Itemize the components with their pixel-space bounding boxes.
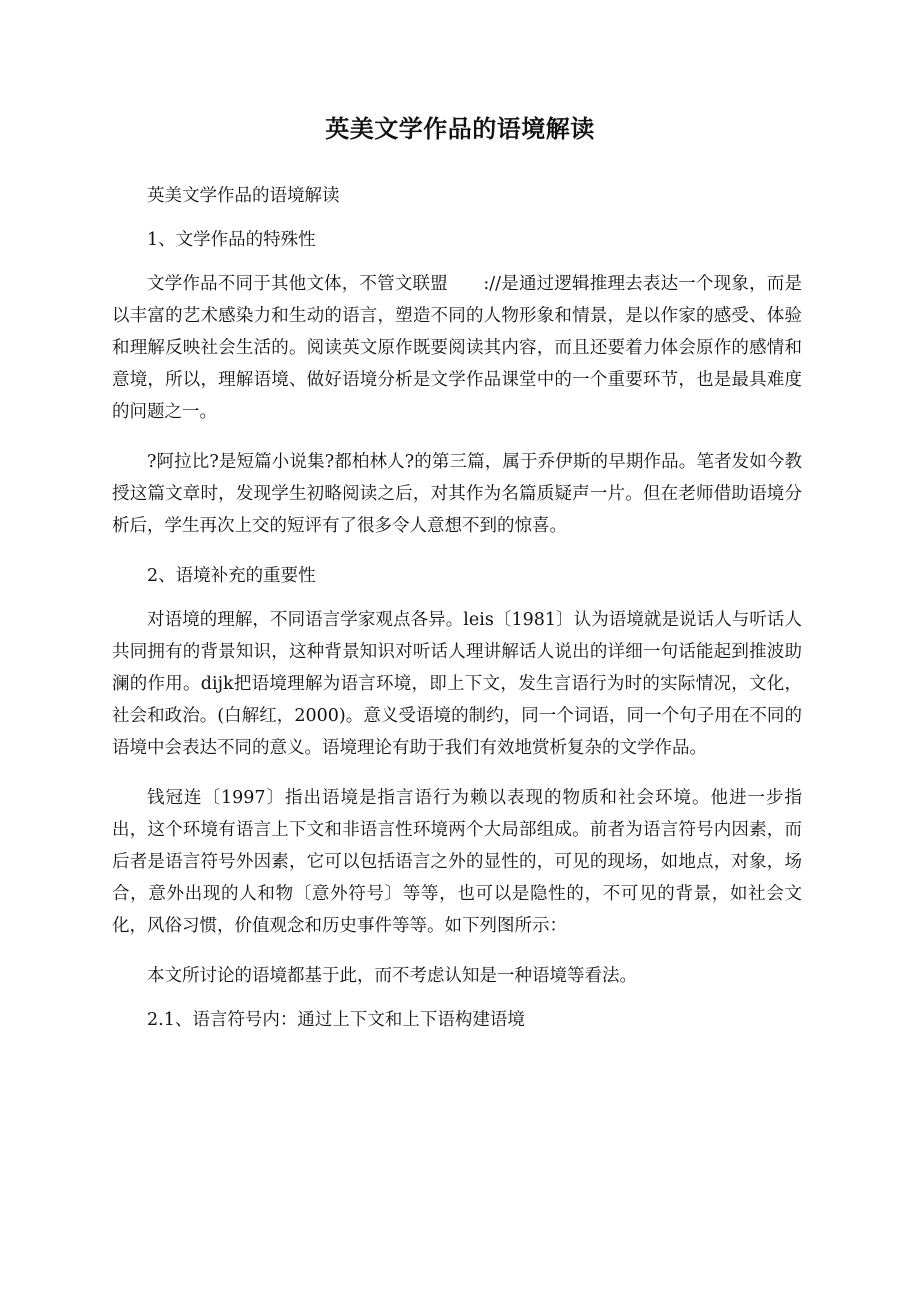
body-paragraph: 对语境的理解，不同语言学家观点各异。leis〔1981〕认为语境就是说话人与听话人共同拥有的背景知识，这种背景知识对听话人理讲解话人说出的详细一句话能起到推波助澜的作用。dijk把语境理解为语言环境，即上下文，发生言语行为时的实际情况，文化，社会和政治。(白解红，2000)。意义受语境的制约，同一个词语，同一个句子用在不同的语境中会表达不同的意义。语境理论有助于我们有效地赏析复杂的文学作品。 [112,610,802,758]
subtitle-paragraph: 英美文学作品的语境解读 [147,186,340,206]
body-paragraph: ?阿拉比?是短篇小说集?都柏林人?的第三篇，属于乔伊斯的早期作品。笔者发如今教授这篇文章时，发现学生初略阅读之后，对其作为名篇质疑声一片。但在老师借助语境分析后，学生再次上交的短评有了很多令人意想不到的惊喜。 [112,452,802,536]
body-paragraph: 文学作品不同于其他文体，不管文联盟 ://是通过逻辑推理去表达一个现象，而是以丰富的艺术感染力和生动的语言，塑造不同的人物形象和情景，是以作家的感受、体验和理解反映社会生活的。阅读英文原作既要阅读其内容，而且还要着力体会原作的感情和意境，所以，理解语境、做好语境分析是文学作品课堂中的一个重要环节，也是最具难度的问题之一。 [112,274,802,422]
section-heading-1: 1、文学作品的特殊性 [147,230,316,250]
section-heading-2-1: 2.1、语言符号内：通过上下文和上下语构建语境 [147,1010,525,1030]
body-paragraph: 钱冠连〔1997〕指出语境是指言语行为赖以表现的物质和社会环境。他进一步指出，这个环境有语言上下文和非语言性环境两个大局部组成。前者为语言符号内因素，而后者是语言符号外因素，它可以包括语言之外的显性的，可见的现场，如地点，对象，场合，意外出现的人和物〔意外符号〕等等，也可以是隐性的，不可见的背景，如社会文化，风俗习惯，价值观念和历史事件等等。如下列图所示： [112,788,802,936]
section-heading-2: 2、语境补充的重要性 [147,566,316,586]
document-body [112,180,802,1054]
document-title: 英美文学作品的语境解读 [325,114,595,143]
body-paragraph: 本文所讨论的语境都基于此，而不考虑认知是一种语境等看法。 [147,966,637,986]
